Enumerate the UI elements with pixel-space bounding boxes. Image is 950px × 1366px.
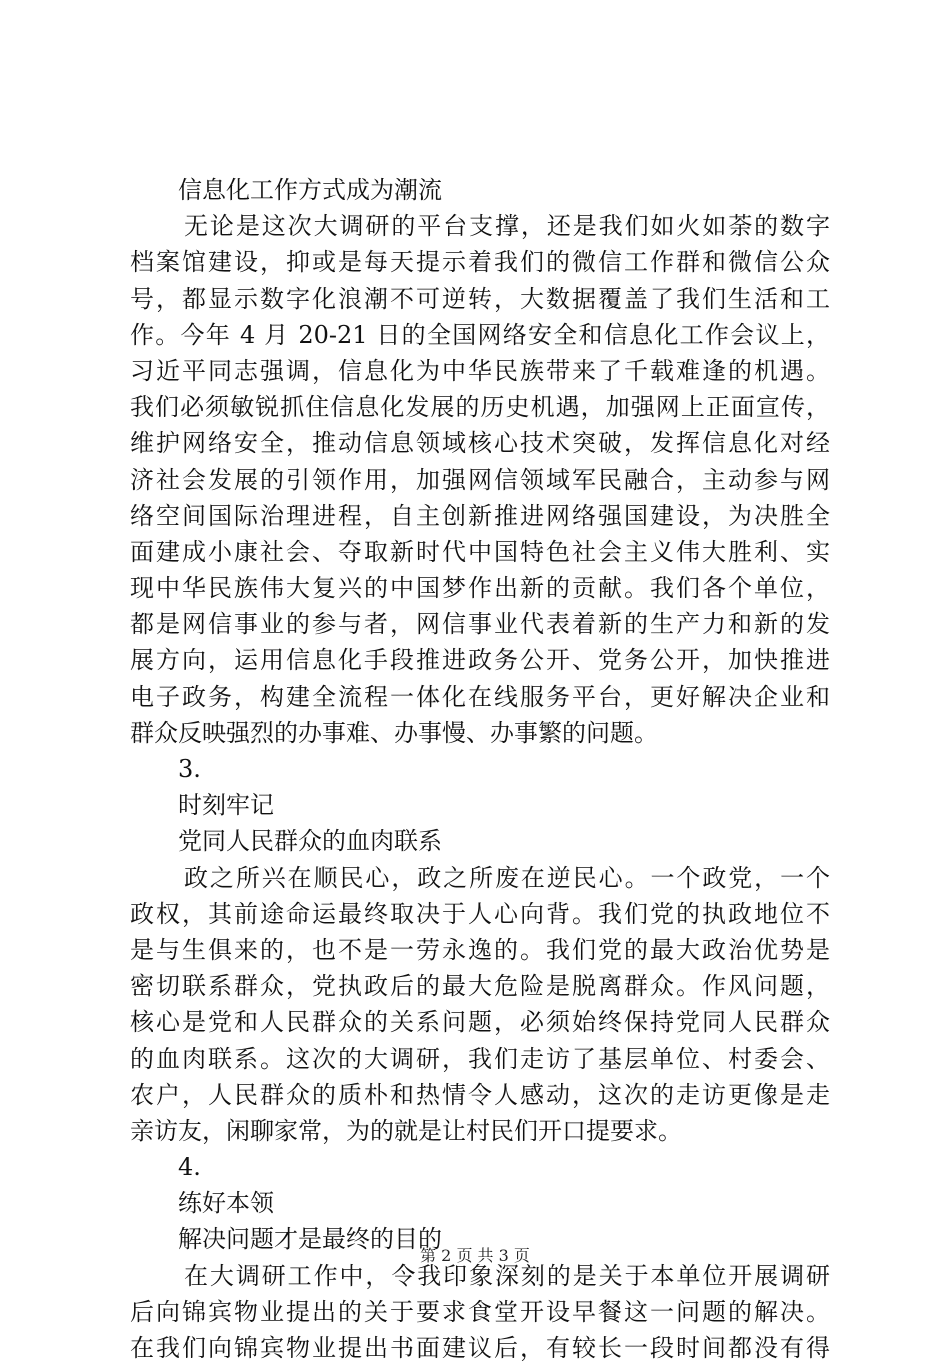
paragraph-line: 作。今年 4 月 20-21 日的全国网络安全和信息化工作会议上， — [130, 320, 830, 349]
paragraph-line: 是与生俱来的，也不是一劳永逸的。我们党的最大政治优势是 — [130, 935, 830, 964]
paragraph-line: 农户，人民群众的质朴和热情令人感动，这次的走访更像是走 — [130, 1080, 830, 1109]
section-number: 3. — [178, 755, 201, 783]
paragraph-line: 政之所兴在顺民心，政之所废在逆民心。一个政党，一个 — [184, 863, 830, 892]
paragraph-line: 号，都显示数字化浪潮不可逆转，大数据覆盖了我们生活和工 — [130, 284, 830, 313]
heading-line: 信息化工作方式成为潮流 — [178, 176, 442, 204]
paragraph-line: 我们必须敏锐抓住信息化发展的历史机遇，加强网上正面宣传， — [130, 393, 830, 422]
paragraph-line: 在我们向锦宾物业提出书面建议后，有较长一段时间都没有得 — [130, 1334, 830, 1362]
paragraph-line: 无论是这次大调研的平台支撑，还是我们如火如荼的数字 — [184, 212, 830, 241]
paragraph-line: 档案馆建设，抑或是每天提示着我们的微信工作群和微信公众 — [130, 248, 830, 277]
paragraph-line: 密切联系群众，党执政后的最大危险是脱离群众。作风问题， — [130, 972, 830, 1001]
heading-line: 时刻牢记 — [178, 791, 274, 820]
paragraph-line: 展方向，运用信息化手段推进政务公开、党务公开，加快推进 — [130, 646, 830, 675]
paragraph-line: 现中华民族伟大复兴的中国梦作出新的贡献。我们各个单位， — [130, 574, 830, 603]
paragraph-line: 面建成小康社会、夺取新时代中国特色社会主义伟大胜利、实 — [130, 537, 830, 566]
page-footer: 第 2 页 共 3 页 — [420, 1246, 530, 1265]
paragraph-line: 电子政务，构建全流程一体化在线服务平台，更好解决企业和 — [130, 682, 830, 711]
paragraph-line: 后向锦宾物业提出的关于要求食堂开设早餐这一问题的解决。 — [130, 1297, 830, 1326]
paragraph-line: 的血肉联系。这次的大调研，我们走访了基层单位、村委会、 — [130, 1044, 830, 1073]
heading-line: 练好本领 — [178, 1189, 274, 1218]
paragraph-line: 群众反映强烈的办事难、办事慢、办事繁的问题。 — [130, 718, 658, 747]
paragraph-line: 习近平同志强调，信息化为中华民族带来了千载难逢的机遇。 — [130, 356, 830, 385]
paragraph-line: 核心是党和人民群众的关系问题，必须始终保持党同人民群众 — [130, 1008, 830, 1037]
paragraph-line: 在大调研工作中，令我印象深刻的是关于本单位开展调研 — [184, 1261, 830, 1290]
paragraph-line: 亲访友，闲聊家常，为的就是让村民们开口提要求。 — [130, 1116, 682, 1145]
paragraph-line: 济社会发展的引领作用，加强网信领域军民融合，主动参与网 — [130, 465, 830, 494]
paragraph-line: 络空间国际治理进程，自主创新推进网络强国建设，为决胜全 — [130, 501, 830, 530]
body-text — [130, 172, 830, 1366]
heading-line: 解决问题才是最终的目的 — [178, 1225, 442, 1254]
paragraph-line: 都是网信事业的参与者，网信事业代表着新的生产力和新的发 — [130, 610, 830, 639]
section-number: 4. — [178, 1153, 201, 1182]
paragraph-line: 政权，其前途命运最终取决于人心向背。我们党的执政地位不 — [130, 899, 830, 928]
heading-line: 党同人民群众的血肉联系 — [178, 827, 442, 856]
paragraph-line: 维护网络安全，推动信息领域核心技术突破，发挥信息化对经 — [130, 429, 830, 458]
